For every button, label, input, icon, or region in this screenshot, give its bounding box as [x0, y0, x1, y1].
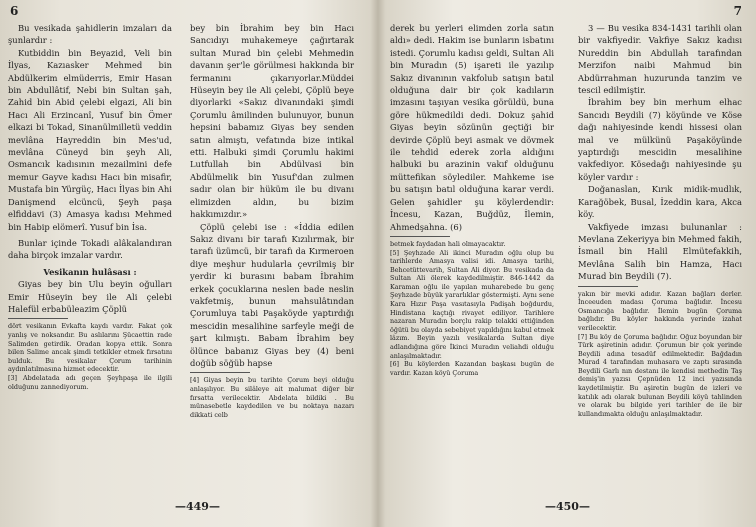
paragraph: Vakfiyede imzası bulunanlar : Mevlana Zekeriyya bin Mehmed fakih, İsmail bin Halil Elmütefakkih, Mevlâna Salih bin Hamza, Hacı Murad bin Beydili (7). [578, 221, 742, 282]
page-number: 6 [10, 4, 19, 18]
paragraph: İbrahim bey bin merhum elhac Sancıdı Beydili (7) köyünde ve Köse dağı nahiyesinde kendi hissesi olan mal ve mülkünü Paşaköyünde yaptırdığı mescidin mesalihine vakfediyor. Kösedağı nahiyesinde şu köyler vardır : [578, 97, 742, 182]
footnote: [5] Şeyhzade Ali ikinci Muradın oğlu olup bu tarihlerde Amasya valisi idi. Amasya tarihi, Behcetüttevarih, Sultan Ali diyor. Bu vesikada da Sultan Ali ölerek kaydedilmiştir. 846-1442 da Karaman oğlu ile yapılan muharebede bu genç Şeyhzade büyük yararlıklar göstermişti. Aynı sene Kara Hızır Paşa vasıtasıyla Padişah boğdurdu, Hindistana kaçtığı rivayet ediliyor. Tarihlere nazaran Muradın borçlu rakip telakki ettiğinden öğütü bu olayda sebebiyet yapıldığını kabul etmek lâzım. Beyin yazılı vesikalarda Sultan diye adlandığına göre İkinci Muradın veliahdi olduğu anlaşılmaktadır. [390, 248, 554, 360]
footnotes [190, 376, 354, 419]
paragraph: 3 — Bu vesika 834-1431 tarihli olan bir vakfiyedir. Vakfiye Sakız kadısı Nureddin bin Abdullah tarafından Merzifon naibi Mahmud bin Abdürrahman huzurunda tanzim ve tescil edilmiştir. [578, 23, 742, 96]
paragraph: Bunlar içinde Tokadi alâkalandıran daha birçok imzalar vardır. [8, 237, 172, 261]
paragraph: derek bu yerleri elimden zorla satın aldı» dedi. Hakim ise bunların isbatını istedi. Çorumlu kadısı geldi, Sultan Ali bin Muradın (5) işareti ile yazılıp Sakız divanının vakfolub satışın batıl olduğuna dair bir çok kadıların imzasını taşıyan vesika görüldü, buna göre hükmedildi dedi. Dokuz şahid Giyas beyin sözünün geçtiği bir devirde Çöplü beyi asmak ve dövmek ile tehdid ederek zorla aldığını halbuki bu arazinin vakıf olduğunu müttefikan söylediler. Mahkeme ise bu satışın batıl olduğuna karar verdi. Gelen şahidler şu köylerdendir: İncesu, Kazan, Buğdüz, İlemin, Ahmedşahna. (6) [390, 23, 554, 232]
footnote: [7] Bu köy de Çoruma bağlıdır. Oğuz boyundan bir Türk aşiretinin adıdır. Çorumun bir çok yerinde Beydili adına tesadüf edilmektedir. Bağdadın Murad 4 tarafından muhasara ve zaptı sırasında Beydili Garlı nın destanı ile kendisi methedin Taş demiş'in yazısı Çepnüden 12 inci yazısında kaydetilmiştir. Bu aşiretin bugün de izleri ve katılık adı olarak bulunan Beydili köyü tahlinden ve olarak bu bilgide yeri tarihler de ile bir kullandımakta olduğu anlaşılmaktadır. [578, 332, 742, 418]
paragraph: Çöplü çelebi ise : «İddia edilen Sakız divanı bir tarafı Kızılırmak, bir tarafı üzümcü, bir tarafı da Kırmeroen diye meşhur hudularla çevrilmiş bir yerdir ki burasını babam İbrahim erkek çocuklarına neslen bade neslin vakfetmiş, bunun mahsulâtından Çorumluya tabi Paşaköyde yaptırdığı mescidin mesalihine sarfeyle meği de şart kılmıştı. Babam İbrahim bey ölünce babanız Giyas bey (4) beni doğüb söğüb hapse [190, 221, 354, 368]
right-page [380, 0, 756, 527]
footnote-divider [390, 236, 450, 237]
footnote: [6] Bu köylerden Kazandan başkası bugün de vardır. Kazan köyü Çoruma [390, 360, 554, 377]
footnote: [3] Abdelatada adı geçen Şeyhpaşa ile ilgili olduğunu zannediyorum. [8, 373, 172, 391]
footnote-divider [190, 372, 250, 373]
right-column-2 [578, 22, 742, 418]
footnotes [578, 290, 742, 419]
folio-number: —450— [545, 500, 590, 513]
paragraph: Giyas bey bin Ulu beyin oğulları Emir Hüseyin bey ile Ali çelebi Halefül erbabüleazim Çöplü [8, 279, 172, 314]
footnote: betmek faydadan hali olmayacaktır. [390, 239, 506, 248]
footnote: yakın bir mevki adıdır. Kazan bağları derler. İnceeuden madası Çoruma bağlıdır. İncesu Osmancığa bağlıdır. İlemin bugün Çoruma bağlıdır. Bu köyler hakkında yerinde izahat verilecektir. [578, 289, 742, 332]
section-heading: Vesikanın hulâsası : [43, 266, 137, 277]
footnotes [8, 322, 172, 391]
left-column-2 [190, 22, 354, 419]
footnote-divider [8, 318, 68, 319]
footnote-divider [578, 286, 638, 287]
folio-number: —449— [175, 500, 220, 513]
right-column-1 [390, 22, 554, 377]
left-page [0, 0, 376, 527]
footnote: [4] Giyas beyin bu tarihte Çorum beyi olduğu anlaşılıyor. Bu silâleye ait malumat diğer bir fırsatta verilecektir. Abdelata bildiki . Bu münasebetle kaydedilen ve bu noktaya nazarı dikkati celb [190, 376, 354, 419]
left-column-1 [8, 22, 172, 391]
paragraph: Bu vesikada şahidlerin imzaları da şunlardır : [8, 23, 172, 46]
footnotes [390, 240, 554, 378]
paragraph: bey bin İbrahim bey bin Hacı Sancıdıyı muhakemeye çağırtarak sultan Murad bin çelebi Mehmedin davanın şer'le görülmesi hakkında bir fermanını çıkarıyorlar.Müddei Hüseyin bey ile Ali çelebi, Çöplü beye diyorlarki «Sakız divanındaki şimdi Çorumlu âmilinden bulunuyor, bunun hepsini babamız Giyas bey senden satın almıştı, vefatında bize intikal etti. Halbuki şimdi Çorumlu hakimi Lutfullah bin Abdülvasi bin Abdülmelik bin Yusuf'dan zulmen sadır olan bir hüküm ile bu divanı elimizden aldın, bu bizim hakkımızdır.» [190, 23, 354, 220]
footnote: dört vesikanın Evkafta kaydı vardır. Fakat çok yanlış ve noksandır. Bu aslılarını Şücaettin rade Salimden getirdik. Oradan kopya ettik. Sonra bilen Salime ancak şimdi tetkikler etmek fırsatını bulduk. Bu vesikalar Çorum tarihinin aydınlatılmasına hizmet edecektir. [8, 322, 172, 374]
paragraph: Kutbiddin bin Beyazid, Veli bin İlyas, Kazıasker Mehmed bin Abdülkerim elmüderris, Emir Hasan bin Abdullâtif, Nebi bin Sultan şah, Zahid bin Abid çelebi elgazi, Ali bin Hacı Ali Erzincanî, Yusuf bin Ömer elkazi bi Tokad, Sinanülmilletü veddin mevlâna Hayreddin bin Mes'ud, mevlâna Cüneyd bin şeyh Ali, Osmancık kadısının mezailmini defe memur Gayve kadısı Hacı bin misafir, Mustafa bin Yürgüç, Hacı İlyas bin Ahi Danişmend elcüncü, Şeyh paşa elfiddavi (3) Amasya kadısı Mehmed bin Habip elömerî. Yusuf bin İsa. [8, 47, 172, 232]
paragraph: Doğanaslan, Kırık midik-mudlık, Karağöbek, Busal, İzeddin kara, Akca köy. [578, 184, 742, 220]
page-number: 7 [733, 4, 742, 18]
